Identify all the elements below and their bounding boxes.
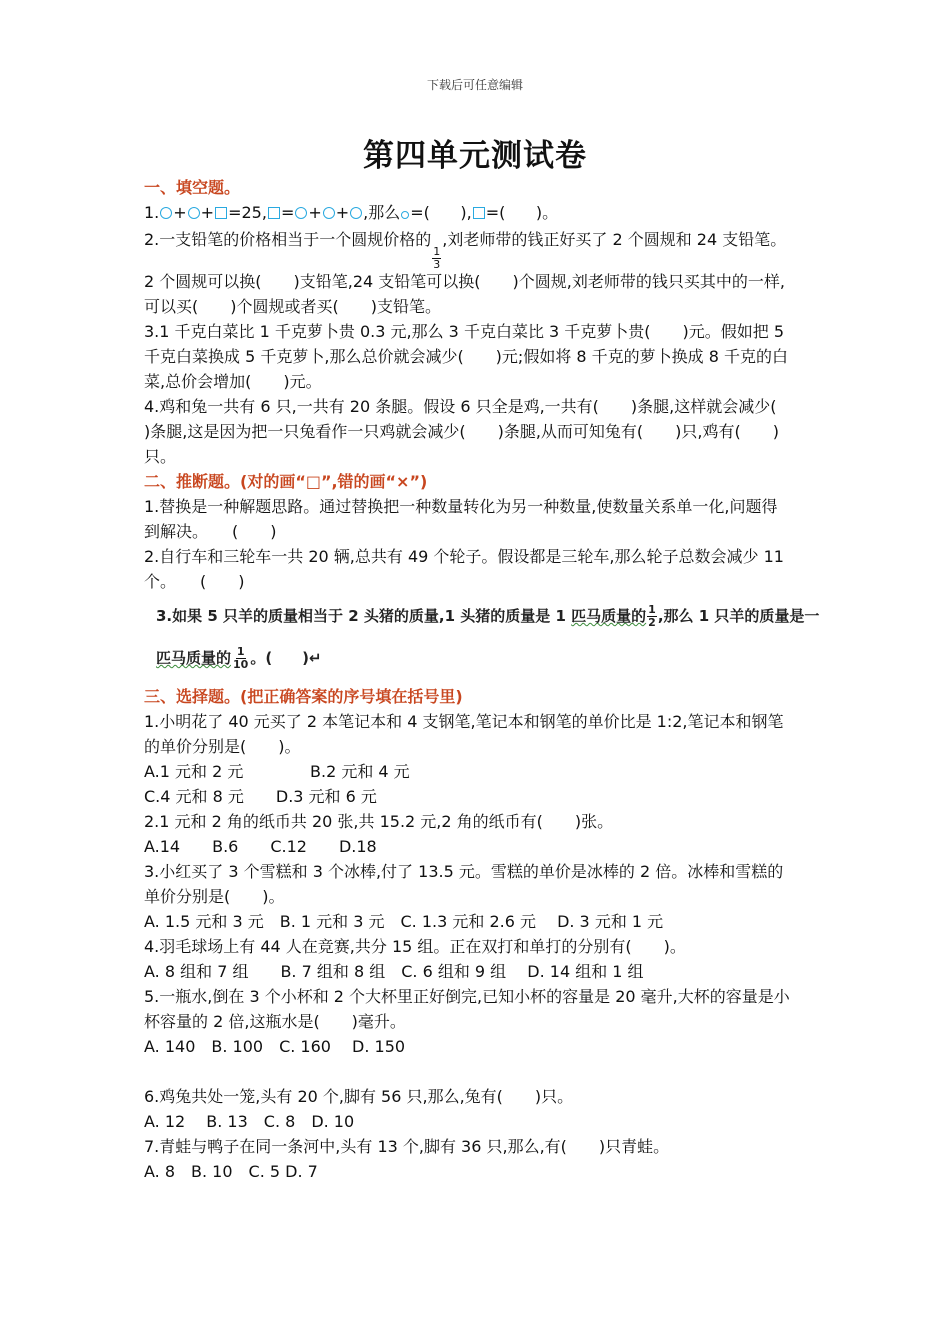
choice-q1-line1: 1.小明花了 40 元买了 2 本笔记本和 4 支钢笔,笔记本和钢笔的单价比是 1:2,笔记本和钢笔 [144, 712, 784, 731]
judge-q3-line1: 3.如果 5 只羊的质量相当于 2 头猪的质量,1 头猪的质量是 1 匹马质量的 $\frac{1}{2}$ ,那么 1 只羊的质量是一 [156, 603, 820, 629]
section-choice-heading: 三、选择题。(把正确答案的序号填在括号里) [144, 687, 463, 706]
square-icon [473, 207, 485, 219]
choice-q3-options: A. 1.5 元和 3 元 B. 1 元和 3 元 C. 1.3 元和 2.6 元 D. 3 元和 1 元 [144, 912, 664, 931]
choice-q1-options-ab: A.1 元和 2 元 B.2 元和 4 元 [144, 762, 410, 781]
judge-q2-line1: 2.自行车和三轮车一共 20 辆,总共有 49 个轮子。假设都是三轮车,那么轮子总数会减少 11 [144, 547, 784, 566]
circle-icon [350, 207, 362, 219]
choice-q4-line1: 4.羽毛球场上有 44 人在竞赛,共分 15 组。正在双打和单打的分别有( )。 [144, 937, 686, 956]
choice-q4-options: A. 8 组和 7 组 B. 7 组和 8 组 C. 6 组和 9 组 D. 14 组和 1 组 [144, 962, 644, 981]
fill-q2-line2: 2 个圆规可以换( )支铅笔,24 支铅笔可以换( )个圆规,刘老师带的钱只买其中的一样, [144, 272, 785, 291]
spacer [144, 1059, 814, 1084]
judge-q2-line2: 个。 ( ) [144, 572, 245, 591]
fraction: $\frac{1}{10}$ [233, 645, 249, 671]
judge-q3-image [144, 600, 820, 680]
choice-q3-line1: 3.小红买了 3 个雪糕和 3 个冰棒,付了 13.5 元。雪糕的单价是冰棒的 2 倍。冰棒和雪糕的 [144, 862, 784, 881]
fill-q3-line1: 3.1 千克白菜比 1 千克萝卜贵 0.3 元,那么 3 千克白菜比 3 千克萝卜贵( )元。假如把 5 [144, 322, 785, 341]
choice-q6-options: A. 12 B. 13 C. 8 D. 10 [144, 1112, 355, 1131]
choice-q5-line2: 杯容量的 2 倍,这瓶水是( )毫升。 [144, 1012, 406, 1031]
page-header: 下载后可任意编辑 [426, 78, 523, 92]
choice-q7-options: A. 8 B. 10 C. 5 D. 7 [144, 1162, 318, 1181]
choice-q3-line2: 单价分别是( )。 [144, 887, 285, 906]
fill-q3-line2: 千克白菜换成 5 千克萝卜,那么总价就会减少( )元;假如将 8 千克的萝卜换成 8 千克的白 [144, 347, 789, 366]
fill-q4-line1: 4.鸡和兔一共有 6 只,一共有 20 条腿。假设 6 只全是鸡,一共有( )条腿,这样就会减少( [144, 397, 777, 416]
fraction: $\frac{1}{2}$ [648, 603, 656, 629]
square-icon [215, 207, 227, 219]
square-icon [268, 207, 280, 219]
choice-q7-line1: 7.青蛙与鸭子在同一条河中,头有 13 个,脚有 36 只,那么,有( )只青蛙。 [144, 1137, 670, 1156]
page-title: 第四单元测试卷 [363, 138, 587, 174]
exam-content [144, 175, 820, 1184]
circle-icon [323, 207, 335, 219]
fill-q4-line2: )条腿,这是因为把一只兔看作一只鸡就会减少( )条腿,从而可知兔有( )只,鸡有( ) [144, 422, 779, 441]
fill-q1: 1. + + =25, = + + ,那么 =( ), =( )。 [144, 203, 559, 222]
choice-q5-options: A. 140 B. 100 C. 160 D. 150 [144, 1037, 406, 1056]
judge-q1-line2: 到解决。 ( ) [144, 522, 277, 541]
choice-q6-line1: 6.鸡兔共处一笼,头有 20 个,脚有 56 只,那么,兔有( )只。 [144, 1087, 574, 1106]
fill-q2-line1: 2.一支铅笔的价格相当于一个圆规价格的 $\frac{1}{3}$ ,刘老师带的钱正好买了 2 个圆规和 24 支铅笔。 [144, 230, 787, 269]
small-circle-icon [401, 211, 409, 219]
circle-icon [160, 207, 172, 219]
choice-q5-line1: 5.一瓶水,倒在 3 个小杯和 2 个大杯里正好倒完,已知小杯的容量是 20 毫升,大杯的容量是小 [144, 987, 790, 1006]
choice-q1-line2: 的单价分别是( )。 [144, 737, 301, 756]
choice-q2-line1: 2.1 元和 2 角的纸币共 20 张,共 15.2 元,2 角的纸币有( )张。 [144, 812, 614, 831]
section-judge-heading: 二、推断题。(对的画“□”,错的画“×”) [144, 472, 428, 491]
fill-q4-line3: 只。 [144, 447, 177, 466]
fill-q3-line3: 菜,总价会增加( )元。 [144, 372, 322, 391]
circle-icon [295, 207, 307, 219]
judge-q3-line2: 匹马质量的 $\frac{1}{10}$ 。( )↵ [156, 645, 322, 671]
judge-q1-line1: 1.替换是一种解题思路。通过替换把一种数量转化为另一种数量,使数量关系单一化,问题得 [144, 497, 778, 516]
choice-q2-options: A.14 B.6 C.12 D.18 [144, 837, 377, 856]
circle-icon [188, 207, 200, 219]
fill-q2-line3: 可以买( )个圆规或者买( )支铅笔。 [144, 297, 441, 316]
section-fill-heading: 一、填空题。 [144, 178, 241, 197]
choice-q1-options-cd: C.4 元和 8 元 D.3 元和 6 元 [144, 787, 377, 806]
fraction: $\frac{1}{3}$ [433, 245, 441, 269]
